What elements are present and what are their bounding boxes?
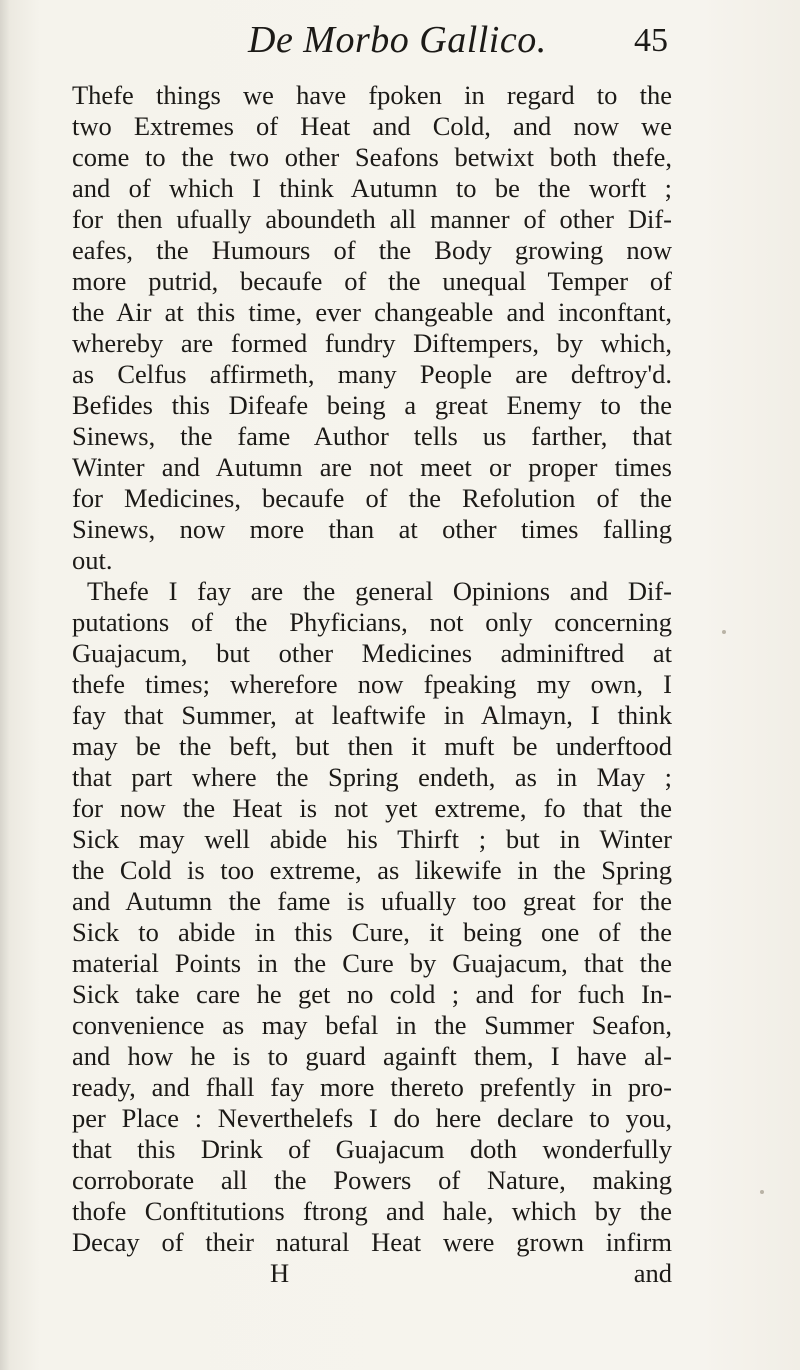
- text-line: Decay of their natural Heat were grown infirm: [72, 1227, 672, 1257]
- text-line: two Extremes of Heat and Cold, and now we: [72, 111, 672, 141]
- page-header: [0, 18, 800, 68]
- text-line: that part where the Spring endeth, as in May ;: [72, 762, 672, 792]
- text-line: per Place : Neverthelefs I do here declare to you,: [72, 1103, 672, 1133]
- paper-speck: [722, 630, 726, 634]
- text-line: whereby are formed fundry Diftempers, by which,: [72, 328, 672, 358]
- text-line: and of which I think Autumn to be the worft ;: [72, 173, 672, 203]
- text-line: Befides this Difeafe being a great Enemy to the: [72, 390, 672, 420]
- paper-speck: [760, 1190, 764, 1194]
- text-line: fay that Summer, at leaftwife in Almayn, I think: [72, 700, 672, 730]
- text-line: Thefe I fay are the general Opinions and Dif-: [87, 576, 672, 606]
- text-line: that this Drink of Guajacum doth wonderfully: [72, 1134, 672, 1164]
- text-line: thofe Conftitutions ftrong and hale, which by the: [72, 1196, 672, 1226]
- text-line: may be the beft, but then it muft be underftood: [72, 731, 672, 761]
- text-line: and Autumn the fame is ufually too great for the: [72, 886, 672, 916]
- gutter-shadow: [0, 0, 10, 1370]
- text-line: as Celfus affirmeth, many People are deftroy'd.: [72, 359, 672, 389]
- text-line: corroborate all the Powers of Nature, making: [72, 1165, 672, 1195]
- text-line: Thefe things we have fpoken in regard to the: [72, 80, 672, 110]
- text-line: Sinews, the fame Author tells us farther, that: [72, 421, 672, 451]
- page-number: 45: [634, 22, 668, 59]
- catchword: and: [633, 1258, 672, 1288]
- text-line: for then ufually aboundeth all manner of other Dif-: [72, 204, 672, 234]
- text-line: ready, and fhall fay more thereto prefently in pro-: [72, 1072, 672, 1102]
- text-line: Winter and Autumn are not meet or proper times: [72, 452, 672, 482]
- body-text: [72, 80, 672, 1289]
- text-line: more putrid, becaufe of the unequal Temper of: [72, 266, 672, 296]
- text-line: Sick to abide in this Cure, it being one of the: [72, 917, 672, 947]
- text-line: for Medicines, becaufe of the Refolution of the: [72, 483, 672, 513]
- text-line: out.: [72, 545, 113, 575]
- text-line: Guajacum, but other Medicines adminiftred at: [72, 638, 672, 668]
- signature-mark: H: [270, 1258, 290, 1288]
- text-line: Sick take care he get no cold ; and for fuch In-: [72, 979, 672, 1009]
- running-head: De Morbo Gallico.: [248, 19, 547, 61]
- text-line: putations of the Phyficians, not only concerning: [72, 607, 672, 637]
- text-line: eafes, the Humours of the Body growing now: [72, 235, 672, 265]
- text-line: the Cold is too extreme, as likewife in the Spring: [72, 855, 672, 885]
- text-line: the Air at this time, ever changeable and inconftant,: [72, 297, 672, 327]
- text-line: Sinews, now more than at other times falling: [72, 514, 672, 544]
- text-line: material Points in the Cure by Guajacum, that the: [72, 948, 672, 978]
- text-line: thefe times; wherefore now fpeaking my own, I: [72, 669, 672, 699]
- text-line: convenience as may befal in the Summer Seafon,: [72, 1010, 672, 1040]
- text-line: for now the Heat is not yet extreme, fo that the: [72, 793, 672, 823]
- text-line: Sick may well abide his Thirft ; but in Winter: [72, 824, 672, 854]
- page-footer: [72, 1258, 672, 1289]
- text-line: and how he is to guard againft them, I have al-: [72, 1041, 672, 1071]
- text-line: come to the two other Seafons betwixt both thefe,: [72, 142, 672, 172]
